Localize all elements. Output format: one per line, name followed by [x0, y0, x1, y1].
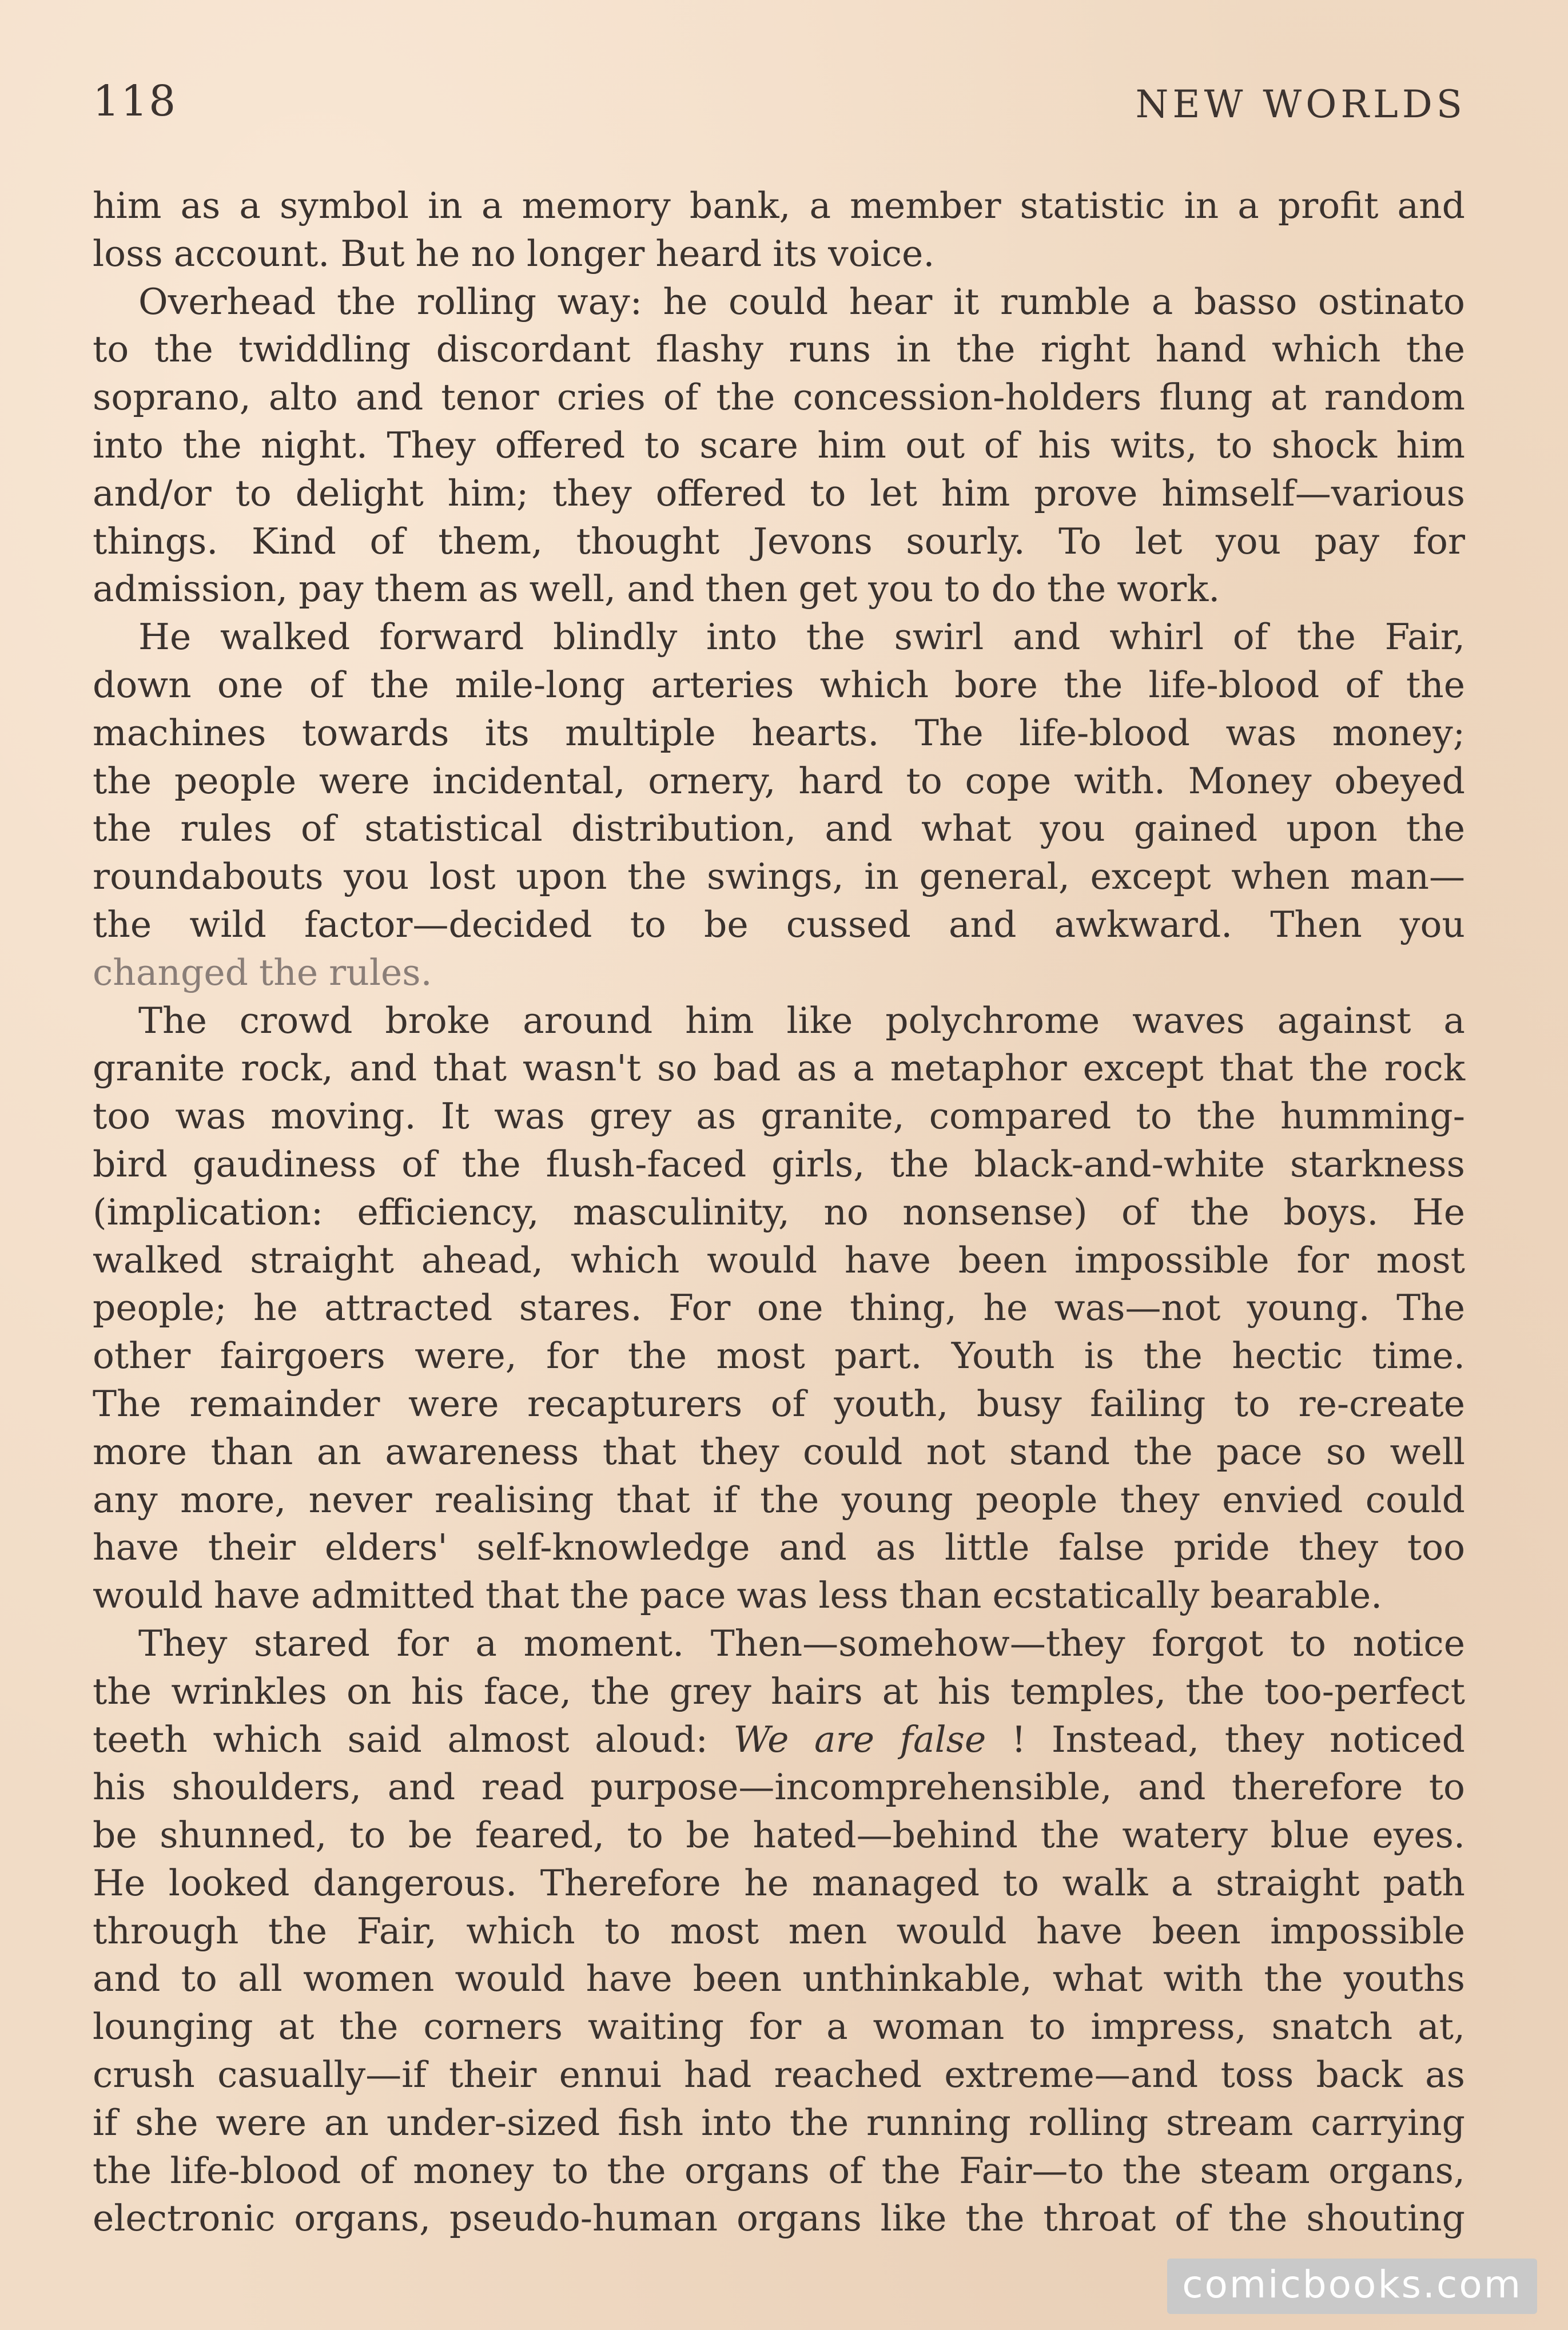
- paragraph-1: [93, 182, 1465, 278]
- page-number: 118: [93, 77, 177, 126]
- text-line: have their elders' self-knowledge and as little false pride they too: [93, 1526, 1465, 1569]
- text-line: the wrinkles on his face, the grey hairs at his temples, the too-perfect: [93, 1670, 1465, 1712]
- text-line: and to all women would have been unthinkable, what with the youths: [93, 1958, 1465, 2000]
- paragraph-4: [93, 997, 1465, 1620]
- italic-phrase: We are false: [733, 1718, 986, 1760]
- text-line: electronic organs, pseudo-human organs like the throat of the shouting: [93, 2197, 1465, 2240]
- text-segment: ! Instead, they noticed: [986, 1718, 1465, 1760]
- text-line: crush casually—if their ennui had reached extreme—and toss back as: [93, 2054, 1465, 2096]
- text-line: He walked forward blindly into the swirl and whirl of the Fair,: [138, 616, 1465, 658]
- text-line: soprano, alto and tenor cries of the concession-holders flung at random: [93, 376, 1465, 419]
- paragraph-3: [93, 613, 1465, 996]
- text-line: to the twiddling discordant flashy runs in the right hand which the: [93, 328, 1465, 371]
- text-line: The crowd broke around him like polychrome waves against a: [138, 999, 1465, 1041]
- text-line: be shunned, to be feared, to be hated—behind the watery blue eyes.: [93, 1814, 1465, 1856]
- text-line: the rules of statistical distribution, and what you gained upon the: [93, 808, 1465, 850]
- text-line: the wild factor—decided to be cussed and awkward. Then you: [93, 903, 1465, 945]
- text-line: machines towards its multiple hearts. The life-blood was money;: [93, 711, 1465, 754]
- text-line: would have admitted that the pace was less than ecstatically bearable.: [93, 1574, 1383, 1617]
- text-line: He looked dangerous. Therefore he managed to walk a straight path: [93, 1862, 1465, 1904]
- text-line: The remainder were recapturers of youth, busy failing to re-create: [93, 1382, 1465, 1425]
- text-line: any more, never realising that if the young people they envied could: [93, 1478, 1465, 1521]
- running-head: NEW WORLDS: [1135, 82, 1466, 126]
- text-line: lounging at the corners waiting for a woman to impress, snatch at,: [93, 2006, 1465, 2048]
- text-line: the people were incidental, ornery, hard to cope with. Money obeyed: [93, 760, 1465, 802]
- text-line: things. Kind of them, thought Jevons sourly. To let you pay for: [93, 520, 1465, 562]
- paragraph-5: [93, 1620, 1465, 2242]
- text-line: changed the rules.: [93, 951, 432, 993]
- text-line: loss account. But he no longer heard its voice.: [93, 232, 935, 275]
- text-line: and/or to delight him; they offered to let him prove himself—various: [93, 472, 1465, 514]
- text-line: too was moving. It was grey as granite, compared to the humming-: [93, 1095, 1465, 1138]
- text-line: through the Fair, which to most men would have been impossible: [93, 1910, 1465, 1952]
- text-line: people; he attracted stares. For one thing, he was—not young. The: [93, 1287, 1465, 1329]
- text-line: his shoulders, and read purpose—incomprehensible, and therefore to: [93, 1766, 1465, 1808]
- text-line: him as a symbol in a memory bank, a member statistic in a profit and: [93, 185, 1465, 226]
- text-line: roundabouts you lost upon the swings, in general, except when man—: [93, 856, 1465, 898]
- text-line: admission, pay them as well, and then get you to do the work.: [93, 568, 1220, 610]
- text-line: the life-blood of money to the organs of the Fair—to the steam organs,: [93, 2149, 1465, 2192]
- watermark: comicbooks.com: [1167, 2259, 1537, 2314]
- text-line: into the night. They offered to scare him out of his wits, to shock him: [93, 424, 1465, 466]
- text-line: They stared for a moment. Then—somehow—they forgot to notice: [138, 1622, 1465, 1664]
- text-line-with-italic: [93, 1716, 1465, 1764]
- text-segment: teeth which said almost aloud:: [93, 1718, 734, 1760]
- paragraph-2: [93, 278, 1465, 614]
- text-line: walked straight ahead, which would have been impossible for most: [93, 1239, 1465, 1281]
- body-text: [93, 182, 1465, 2242]
- text-line: other fairgoers were, for the most part. Youth is the hectic time.: [93, 1335, 1465, 1377]
- text-line: bird gaudiness of the flush-faced girls, the black-and-white starkness: [93, 1143, 1465, 1185]
- text-line: down one of the mile-long arteries which bore the life-blood of the: [93, 663, 1465, 706]
- text-line: granite rock, and that wasn't so bad as a metaphor except that the rock: [93, 1047, 1465, 1090]
- text-line: more than an awareness that they could not stand the pace so well: [93, 1430, 1465, 1473]
- text-line: if she were an under-sized fish into the running rolling stream carrying: [93, 2101, 1465, 2144]
- text-line: Overhead the rolling way: he could hear it rumble a basso ostinato: [138, 280, 1465, 323]
- text-line: (implication: efficiency, masculinity, no nonsense) of the boys. He: [93, 1191, 1465, 1233]
